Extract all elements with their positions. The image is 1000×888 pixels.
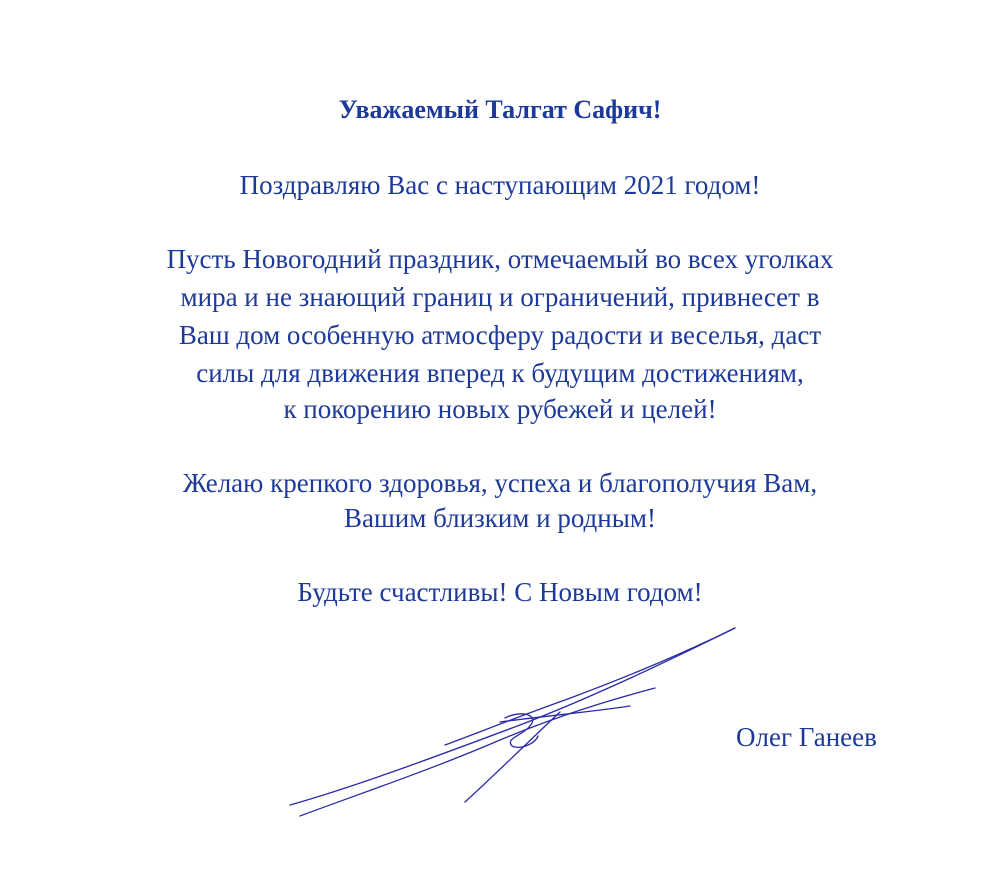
greeting-line: Поздравляю Вас с наступающим 2021 годом! xyxy=(239,170,761,200)
closing-line: Будьте счастливы! С Новым годом! xyxy=(297,577,703,607)
salutation: Уважаемый Талгат Сафич! xyxy=(338,95,662,124)
paragraph-line: Вашим близким и родным! xyxy=(344,503,656,533)
paragraph-line: Ваш дом особенную атмосферу радости и веселья, даст xyxy=(178,320,822,350)
paragraph-line: силы для движения вперед к будущим достижениям, xyxy=(196,358,804,388)
paragraph-line: Желаю крепкого здоровья, успеха и благополучия Вам, xyxy=(182,468,818,498)
paragraph-line: к покорению новых рубежей и целей! xyxy=(283,394,717,424)
signer-name: Олег Ганеев xyxy=(736,722,877,752)
paragraph-line: мира и не знающий границ и ограничений, привнесет в xyxy=(180,282,820,312)
paragraph-line: Пусть Новогодний праздник, отмечаемый во всех уголках xyxy=(166,244,834,274)
